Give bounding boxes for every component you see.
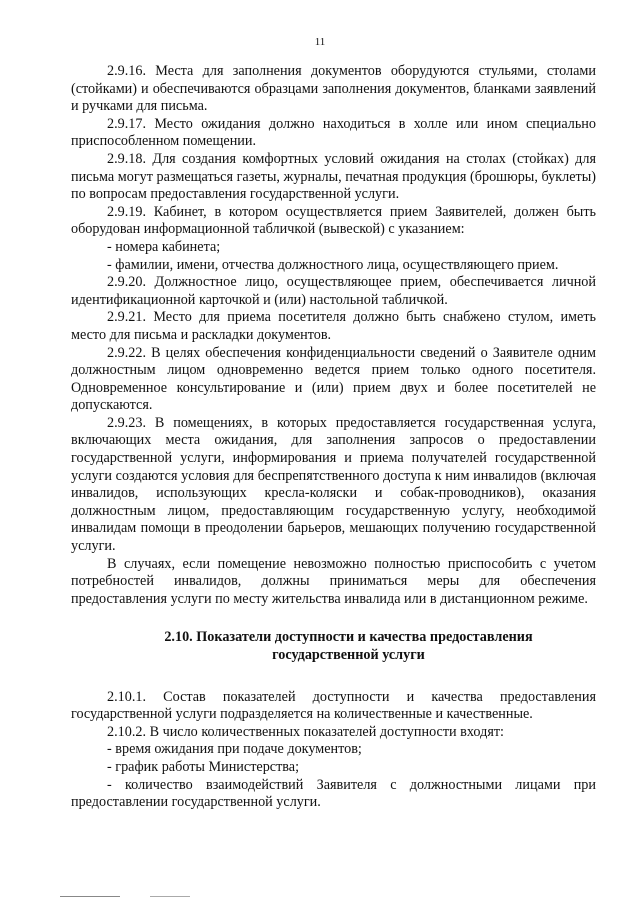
- heading-line-2: государственной услуги: [272, 647, 425, 663]
- footer-rule-secondary: [150, 896, 190, 897]
- paragraph-2-10-2: 2.10.2. В число количественных показателей доступности входят:: [107, 723, 504, 740]
- footer-rule: [60, 896, 120, 897]
- paragraph-2-9-19-a: - номера кабинета;: [107, 238, 221, 255]
- section-heading-2-10: [71, 629, 596, 664]
- paragraph-2-9-17: 2.9.17. Место ожидания должно находиться в холле или ином специально приспособленном помещении.: [71, 115, 596, 150]
- paragraph-2-9-22: 2.9.22. В целях обеспечения конфиденциальности сведений о Заявителе одним должностным лицом одновременно ведется прием только одного посетителя. Одновременное консультирование и (или) прием двух и более посетителей не допускаются.: [71, 344, 596, 414]
- paragraph-2-10-2-c: - количество взаимодействий Заявителя с должностными лицами при предоставлении государственной услуги.: [71, 776, 596, 811]
- paragraph-2-9-23: 2.9.23. В помещениях, в которых предоставляется государственная услуга, включающих места ожидания, для заполнения запросов о предоставлении государственной услуги, информирования и приема получателей государственной услуги создаются условия для беспрепятственного доступа к ним инвалидов (включая инвалидов, использующих кресла-коляски и собак-проводников), оказания должностным лицом, предоставляющим государственную услугу, необходимой инвалидам помощи в преодолении барьеров, мешающих получению государственной услуги.: [71, 414, 596, 555]
- paragraph-2-9-18: 2.9.18. Для создания комфортных условий ожидания на столах (стойках) для письма могут размещаться газеты, журналы, печатная продукция (брошюры, буклеты) по вопросам предоставления государственной услуги.: [71, 150, 596, 203]
- document-body: [71, 63, 596, 812]
- paragraph-2-10-2-b: - график работы Министерства;: [107, 758, 300, 775]
- section-2-10-paragraphs: [71, 689, 596, 812]
- section-2-9-paragraphs: [71, 63, 596, 608]
- paragraph-cases: В случаях, если помещение невозможно полностью приспособить с учетом потребностей инвалидов, должны приниматься меры для обеспечения предоставления услуги по месту жительства инвалида или в дистанционном режиме.: [71, 555, 596, 607]
- paragraph-2-9-19: 2.9.19. Кабинет, в котором осуществляется прием Заявителей, должен быть оборудован информационной табличкой (вывеской) с указанием:: [71, 203, 596, 238]
- paragraph-2-10-1: 2.10.1. Состав показателей доступности и качества предоставления государственной услуги подразделяется на количественные и качественные.: [71, 688, 596, 723]
- heading-line-1: 2.10. Показатели доступности и качества предоставления: [164, 629, 533, 646]
- paragraph-2-9-19-b: - фамилии, имени, отчества должностного лица, осуществляющего прием.: [107, 256, 559, 273]
- paragraph-2-9-21: 2.9.21. Место для приема посетителя должно быть снабжено стулом, иметь место для письма и раскладки документов.: [71, 309, 596, 343]
- page-number: 11: [314, 36, 326, 48]
- paragraph-2-9-20: 2.9.20. Должностное лицо, осуществляющее прием, обеспечивается личной идентификационной карточкой и (или) настольной табличкой.: [71, 274, 596, 308]
- paragraph-2-9-16: 2.9.16. Места для заполнения документов оборудуются стульями, столами (стойками) и обеспечиваются образцами заполнения документов, бланками заявлений и ручками для письма.: [71, 63, 596, 115]
- paragraph-2-10-2-a: - время ожидания при подаче документов;: [107, 741, 362, 758]
